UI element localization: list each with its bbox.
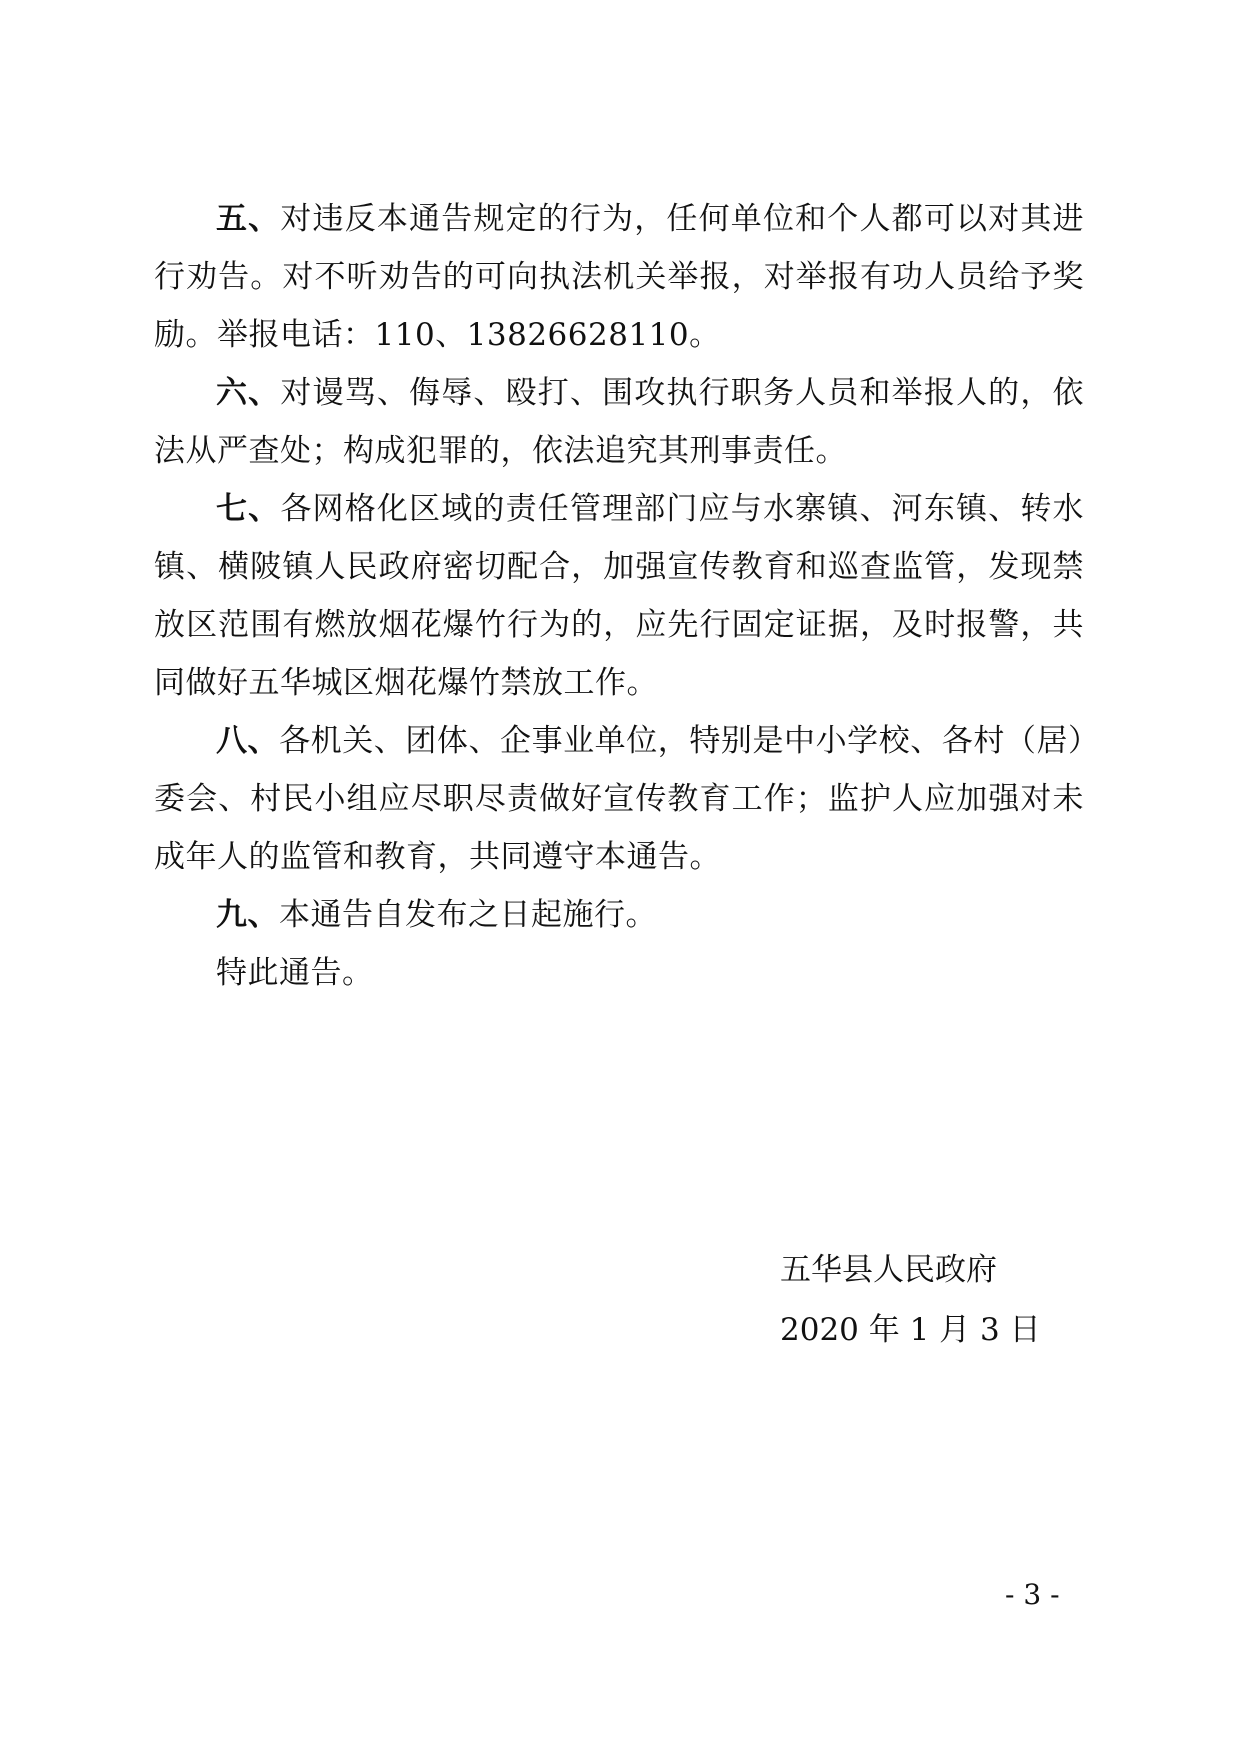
notice-body xyxy=(154,190,1084,1002)
paragraph-text: 本通告自发布之日起施行。 xyxy=(279,897,657,933)
paragraph-text: 各机关、团体、企事业单位，特别是中小学校、各村（居）委会、村民小组应尽职尽责做好宣传教育工作；监护人应加强对未成年人的监管和教育，共同遵守本通告。 xyxy=(154,723,1085,875)
issue-date: 2020 年 1 月 3 日 xyxy=(780,1312,1041,1348)
paragraph-text: 对违反本通告规定的行为，任何单位和个人都可以对其进行劝告。对不听劝告的可向执法机关举报，对举报有功人员给予奖励。举报电话：110、13826628110。 xyxy=(154,201,1085,353)
paragraph-text: 对谩骂、侮辱、殴打、围攻执行职务人员和举报人的，依法从严查处；构成犯罪的，依法追究其刑事责任。 xyxy=(154,375,1085,469)
closing-line: 特此通告。 xyxy=(216,955,374,991)
signature-block xyxy=(780,1240,1041,1360)
paragraph-lead: 九、 xyxy=(216,897,279,933)
issuer-name: 五华县人民政府 xyxy=(780,1252,997,1288)
page-number: - 3 - xyxy=(1005,1578,1060,1611)
paragraph-lead: 七、 xyxy=(216,491,281,527)
paragraph-lead: 八、 xyxy=(216,723,280,759)
paragraph-9 xyxy=(154,886,1084,944)
paragraph-8 xyxy=(154,712,1084,886)
paragraph-7 xyxy=(154,480,1084,712)
paragraph-5 xyxy=(154,190,1084,364)
paragraph-lead: 五、 xyxy=(216,201,281,237)
paragraph-6 xyxy=(154,364,1084,480)
paragraph-lead: 六、 xyxy=(216,375,281,411)
paragraph-text: 各网格化区域的责任管理部门应与水寨镇、河东镇、转水镇、横陂镇人民政府密切配合，加强宣传教育和巡查监管，发现禁放区范围有燃放烟花爆竹行为的，应先行固定证据，及时报警，共同做好五华城区烟花爆竹禁放工作。 xyxy=(154,491,1085,701)
